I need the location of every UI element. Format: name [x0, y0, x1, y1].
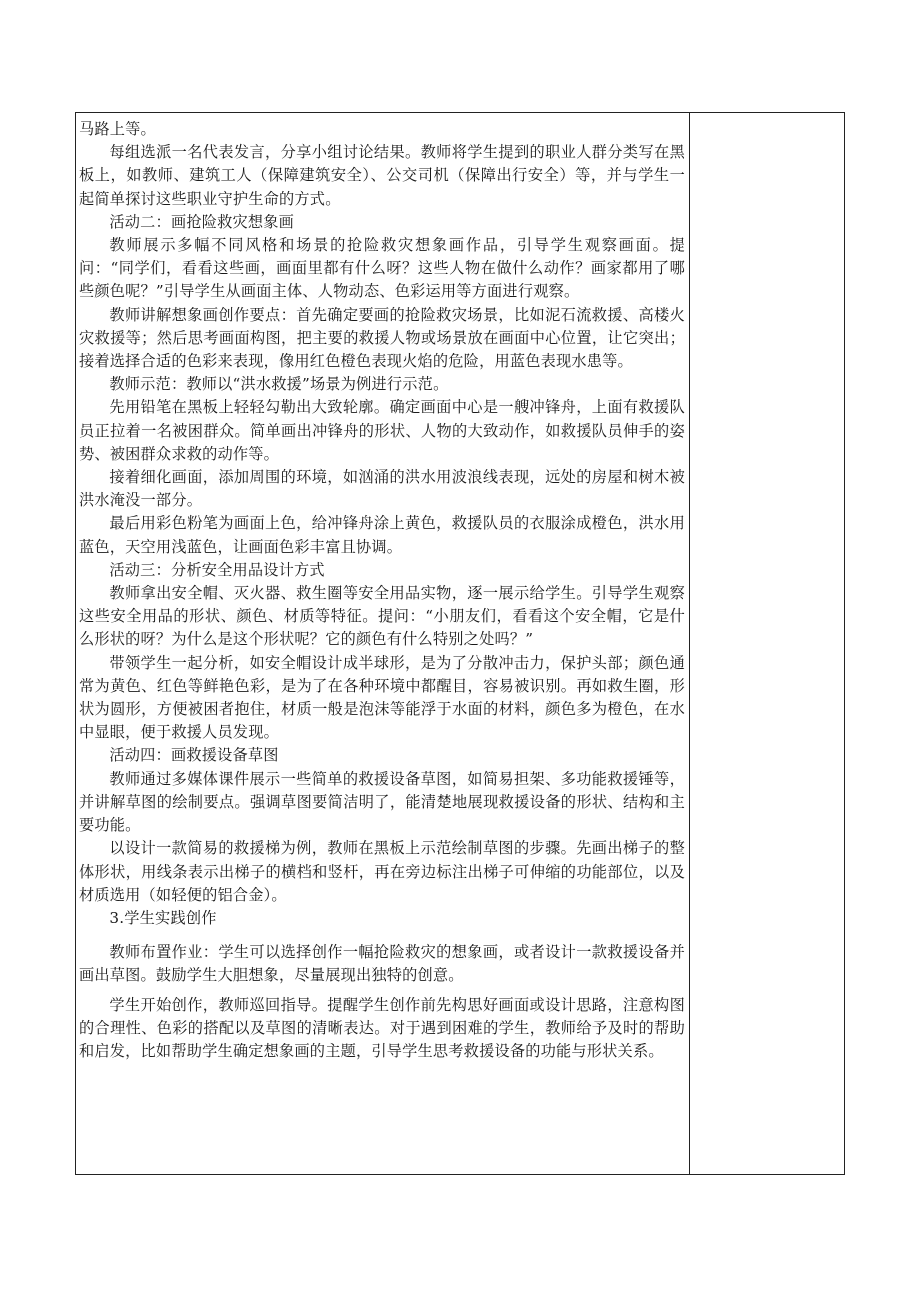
- activity-heading: 活动三：分析安全用品设计方式: [109, 560, 325, 579]
- paragraph: 教师示范：教师以“洪水救援”场景为例进行示范。: [109, 375, 449, 394]
- paragraph: 以设计一款简易的救援梯为例，教师在黑板上示范绘制草图的步骤。先画出梯子的整体形状，用线条表示出梯子的横档和竖杆，再在旁边标注出梯子可伸缩的功能部位，以及材质选用（如轻便的铝合金）。: [79, 839, 685, 904]
- paragraph: 教师展示多幅不同风格和场景的抢险救灾想象画作品，引导学生观察画面。提问：“同学们，看看这些画，画面里都有什么呀？这些人物在做什么动作？画家都用了哪些颜色呢？”引导学生从画面主体、人物动态、色彩运用等方面进行观察。: [79, 236, 685, 301]
- activity-heading: 活动四：画救援设备草图: [109, 746, 279, 765]
- paragraph: 马路上等。: [79, 120, 156, 138]
- paragraph: 教师讲解想象画创作要点：首先确定要画的抢险救灾场景，比如泥石流救援、高楼火灾救援等；然后思考画面构图，把主要的救援人物或场景放在画面中心位置，让它突出；接着选择合适的色彩来表现，像用红色橙色表现火焰的危险，用蓝色表现水患等。: [79, 305, 685, 371]
- activity-heading: 活动二：画抢险救灾想象画: [109, 212, 295, 231]
- section-heading: 3.学生实践创作: [109, 908, 217, 927]
- notes-cell: [690, 113, 844, 1174]
- paragraph: 先用铅笔在黑板上轻轻勾勒出大致轮廓。确定画面中心是一艘冲锋舟，上面有救援队员正拉着一名被困群众。简单画出冲锋舟的形状、人物的大致动作，如救援队员伸手的姿势、被困群众求救的动作等。: [79, 398, 685, 463]
- paragraph: 教师拿出安全帽、灭火器、救生圈等安全用品实物，逐一展示给学生。引导学生观察这些安全用品的形状、颜色、材质等特征。提问：“小朋友们，看看这个安全帽，它是什么形状的呀？为什么是这个形状呢？它的颜色有什么特别之处吗？”: [79, 584, 685, 649]
- content-cell: [76, 113, 690, 1174]
- paragraph: 带领学生一起分析，如安全帽设计成半球形，是为了分散冲击力，保护头部；颜色通常为黄色、红色等鲜艳色彩，是为了在各种环境中都醒目，容易被识别。再如救生圈，形状为圆形，方便被困者抱住，材质一般是泡沫等能浮于水面的材料，颜色多为橙色，在水中显眼，便于救援人员发现。: [79, 653, 685, 742]
- paragraph: 每组选派一名代表发言，分享小组讨论结果。教师将学生提到的职业人群分类写在黑板上，如教师、建筑工人（保障建筑安全）、公交司机（保障出行安全）等，并与学生一起简单探讨这些职业守护生命的方式。: [79, 143, 685, 208]
- paragraph: 学生开始创作，教师巡回指导。提醒学生创作前先构思好画面或设计思路，注意构图的合理性、色彩的搭配以及草图的清晰表达。对于遇到困难的学生，教师给予及时的帮助和启发，比如帮助学生确定想象画的主题，引导学生思考救援设备的功能与形状关系。: [79, 995, 685, 1060]
- paragraph: 最后用彩色粉笔为画面上色，给冲锋舟涂上黄色，救援队员的衣服涂成橙色，洪水用蓝色，天空用浅蓝色，让画面色彩丰富且协调。: [79, 514, 685, 556]
- paragraph: 教师布置作业：学生可以选择创作一幅抢险救灾的想象画，或者设计一款救援设备并画出草图。鼓励学生大胆想象，尽量展现出独特的创意。: [79, 943, 685, 985]
- lesson-table: [75, 112, 845, 1175]
- paragraph: 接着细化画面，添加周围的环境，如汹涌的洪水用波浪线表现，远处的房屋和树木被洪水淹没一部分。: [79, 468, 685, 510]
- paragraph: 教师通过多媒体课件展示一些简单的救援设备草图，如简易担架、多功能救援锤等，并讲解草图的绘制要点。强调草图要简洁明了，能清楚地展现救援设备的形状、结构和主要功能。: [79, 769, 685, 835]
